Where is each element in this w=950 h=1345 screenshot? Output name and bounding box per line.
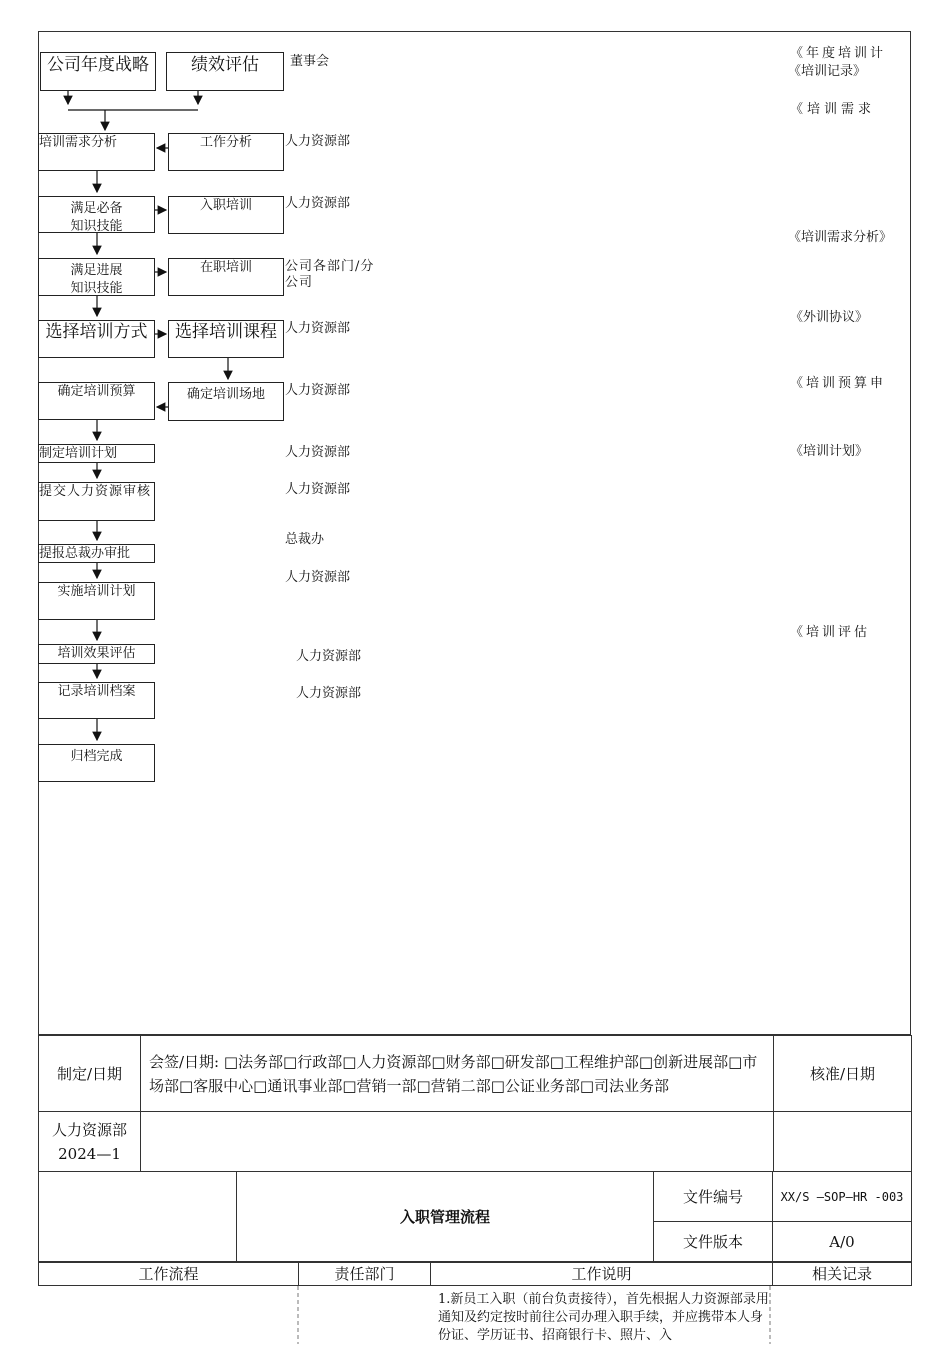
signoff-table xyxy=(38,1035,912,1172)
flow-box-plan: 制定培训计划 xyxy=(38,444,155,463)
meet-basic-line1: 满足必备 xyxy=(70,201,123,216)
countersign-text: 会签/日期: □法务部□行政部□人力资源部□财务部□研发部□工程维护部□创新进展部□市场部□客服中心□通讯事业部□营销一部□营销二部□公证业务部□司法业务部 xyxy=(141,1036,774,1112)
version-label: 文件版本 xyxy=(654,1222,773,1262)
dept-hr: 人力资源部 xyxy=(285,383,351,398)
record-evaluation: 《培训评估 xyxy=(790,625,871,640)
doc-title: 入职管理流程 xyxy=(237,1172,654,1262)
made-label: 制定/日期 xyxy=(39,1036,141,1112)
flow-box-budget: 确定培训预算 xyxy=(38,382,155,420)
dept-hr: 人力资源部 xyxy=(285,196,351,211)
made-dept: 人力资源部 xyxy=(51,1120,127,1139)
flow-box-method: 选择培训方式 xyxy=(38,320,155,358)
flow-box-meet-advanced xyxy=(38,258,155,296)
approve-label: 核准/日期 xyxy=(774,1036,912,1112)
dept-hr: 人力资源部 xyxy=(285,482,351,497)
dept-hr: 人力资源部 xyxy=(285,445,351,460)
col-department: 责任部门 xyxy=(298,1262,431,1286)
record-budget: 《培训预算申 xyxy=(790,376,887,391)
col-workflow: 工作流程 xyxy=(38,1262,299,1286)
flow-box-venue: 确定培训场地 xyxy=(168,382,284,421)
version: A/0 xyxy=(773,1222,912,1262)
record-needs-analysis: 《培训需求分析》 xyxy=(788,230,893,245)
doc-no: XX/S —SOP—HR -003 xyxy=(773,1172,912,1222)
meet-advanced-line1: 满足进展 xyxy=(70,263,123,278)
flow-box-submit: 提交人力资源审核 xyxy=(38,482,155,521)
flow-box-meet-basic xyxy=(38,196,155,233)
record-annual-plan: 《年度培训计 xyxy=(790,46,887,61)
flow-box-ceo: 提报总裁办审批 xyxy=(38,544,155,563)
dept-hr: 人力资源部 xyxy=(285,321,351,336)
record-needs: 《培训需求 xyxy=(790,102,876,117)
doc-header-table xyxy=(38,1171,912,1262)
dept-hr: 人力资源部 xyxy=(296,686,362,701)
column-header-row xyxy=(38,1262,912,1286)
record-plan: 《培训计划》 xyxy=(790,444,869,459)
flow-box-needs-analysis: 培训需求分析 xyxy=(38,133,155,171)
meet-advanced-line2: 知识技能 xyxy=(70,281,123,296)
flow-box-onboarding: 入职培训 xyxy=(168,196,284,234)
flow-box-performance: 绩效评估 xyxy=(166,52,284,91)
flow-box-record: 记录培训档案 xyxy=(38,682,155,719)
dept-hr: 人力资源部 xyxy=(296,649,362,664)
dept-board: 董事会 xyxy=(290,54,330,69)
doc-no-label: 文件编号 xyxy=(654,1172,773,1222)
approve-blank xyxy=(774,1112,912,1172)
made-by-cell xyxy=(39,1112,141,1172)
countersign-blank xyxy=(141,1112,774,1172)
flow-box-onjob: 在职培训 xyxy=(168,258,284,296)
made-date: 2024—1 xyxy=(58,1144,121,1163)
col-description: 工作说明 xyxy=(430,1262,773,1286)
dept-hr: 人力资源部 xyxy=(285,134,351,149)
logo-cell xyxy=(39,1172,237,1262)
work-description: 1.新员工入职（前台负责接待），首先根据人力资源部录用通知及约定按时前往公司办理入职手续，并应携带本人身份证、学历证书、招商银行卡、照片、入 xyxy=(438,1292,769,1343)
col-records: 相关记录 xyxy=(772,1262,912,1286)
flow-box-implement: 实施培训计划 xyxy=(38,582,155,620)
record-external-agreement: 《外训协议》 xyxy=(790,310,869,325)
flow-box-evaluate: 培训效果评估 xyxy=(38,644,155,664)
dept-branches: 公司各部门/分公司 xyxy=(285,259,375,290)
dept-hr: 人力资源部 xyxy=(285,570,351,585)
flow-box-strategy: 公司年度战略 xyxy=(40,52,156,91)
record-training-log: 《培训记录》 xyxy=(788,64,867,79)
flow-box-archive: 归档完成 xyxy=(38,744,155,782)
dept-ceo-office: 总裁办 xyxy=(285,532,325,547)
flow-box-job-analysis: 工作分析 xyxy=(168,133,284,171)
flow-box-course: 选择培训课程 xyxy=(168,320,284,358)
meet-basic-line2: 知识技能 xyxy=(70,219,123,234)
